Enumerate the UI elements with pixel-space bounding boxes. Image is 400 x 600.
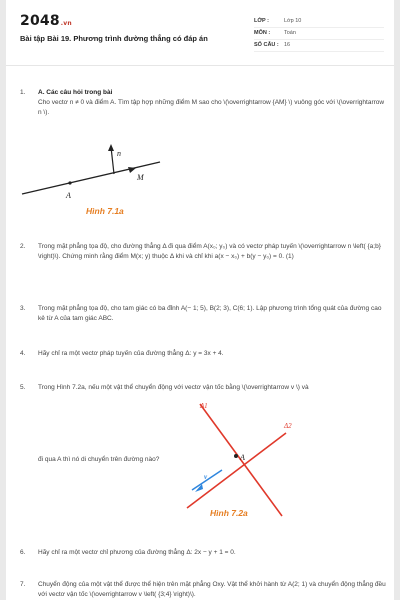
section-heading: A. Các câu hỏi trong bài [38,89,113,96]
point-a-dot [68,181,71,184]
question-7: 7. Chuyển động của một vật thể được thể hiện trên mặt phẳng Oxy. Vật thể khởi hành từ A(2; 1) và chuyển động thẳng đều với vectơ vận tốc \(\overrightarrow v \left( {3;4} \right)\). [20,580,388,600]
question-text: Hãy chỉ ra một vectơ pháp tuyến của đường thẳng Δ: y = 3x + 4. [38,350,224,357]
question-5-continued: đi qua A thì nó di chuyển trên đường nào? [38,456,160,463]
line-delta-2-label: Δ2 [284,422,292,430]
meta-row-class: LỚP : Lớp 10 [254,16,384,28]
figure-caption-7-1a: Hình 7.1a [86,206,124,216]
meta-row-subject: MÔN : Toán [254,28,384,40]
question-2: 2. Trong mặt phẳng tọa độ, cho đường thẳng Δ đi qua điểm A(x₀; y₀) và có vectơ pháp tuyến \(\overrightarrow n \left( {a;b} \right)\). Chứng minh rằng điểm M(x; y) thuộc Δ khi và chỉ khi a(x − x₀) + b(y − y₀) = 0. (1) [20,242,388,284]
document-header [6,0,394,66]
figure-7-1a [6,130,394,250]
page-title: Bài tập Bài 19. Phương trình đường thẳng có đáp án [20,34,208,43]
question-text: Trong mặt phẳng tọa độ, cho đường thẳng Δ đi qua điểm A(x₀; y₀) và có vectơ pháp tuyến \(\overrightarrow n \left( {a;b} \right)\). Chứng minh rằng điểm M(x; y) thuộc Δ khi và chỉ khi a(x − x₀) + b(y − y₀) = 0. (1) [38,243,381,260]
question-text: Chuyển động của một vật thể được thể hiện trên mặt phẳng Oxy. Vật thể khởi hành từ A(2; 1) và chuyển động thẳng đều với vectơ vận tốc \(\overrightarrow v \left( {3;4} \right)\). [38,581,386,598]
question-6: 6. Hãy chỉ ra một vectơ chỉ phương của đường thẳng Δ: 2x − y + 1 = 0. [20,548,388,560]
normal-vector-arrowhead [108,144,114,151]
line-delta-1-label: Δ1 [200,402,208,410]
question-text: Trong mặt phẳng tọa độ, cho tam giác có ba đỉnh A(− 1; 5), B(2; 3), C(6; 1). Lập phương trình tổng quát của đường cao kẻ từ A của tam giác ABC. [38,305,382,322]
point-a-label: A [66,191,71,200]
document-page [6,0,394,600]
figure-caption-7-2a: Hình 7.2a [210,508,248,518]
question-4: 4. Hãy chỉ ra một vectơ pháp tuyến của đường thẳng Δ: y = 3x + 4. [20,349,388,361]
line-delta-2 [187,433,286,508]
site-logo[interactable]: 2048.vn [20,13,72,29]
point-a-dot [234,454,238,458]
question-text: Cho vectơ n ≠ 0 và điểm A. Tìm tập hợp những điểm M sao cho \(\overrightarrow {AM} \) vuông góc với \(\overrightarrow n \). [38,99,385,116]
question-text: Trong Hình 7.2a, nếu một vật thể chuyển động với vectơ vận tốc bằng \(\overrightarrow v \) và [38,384,309,391]
question-text: Hãy chỉ ra một vectơ chỉ phương của đường thẳng Δ: 2x − y + 1 = 0. [38,549,236,556]
vector-n-label: n [117,149,121,158]
vector-v-label: v [204,473,208,481]
normal-vector [111,147,114,174]
line-arrow-icon [128,167,136,173]
question-1: 1. A. Các câu hỏi trong bài Cho vectơ n ≠ 0 và điểm A. Tìm tập hợp những điểm M sao cho \(\overrightarrow {AM} \) vuông góc với \(\overrightarrow n \). [20,88,388,238]
point-m-label: M [137,173,144,182]
point-a-label: A [240,453,245,462]
figure-7-2a [6,395,394,525]
question-5: 5. Trong Hình 7.2a, nếu một vật thể chuyển động với vectơ vận tốc bằng \(\overrightarrow v \) và [20,383,388,397]
meta-row-count: SỐ CÂU : 16 [254,40,384,52]
question-3: 3. Trong mặt phẳng tọa độ, cho tam giác có ba đỉnh A(− 1; 5), B(2; 3), C(6; 1). Lập phương trình tổng quát của đường cao kẻ từ A của tam giác ABC. [20,304,388,328]
